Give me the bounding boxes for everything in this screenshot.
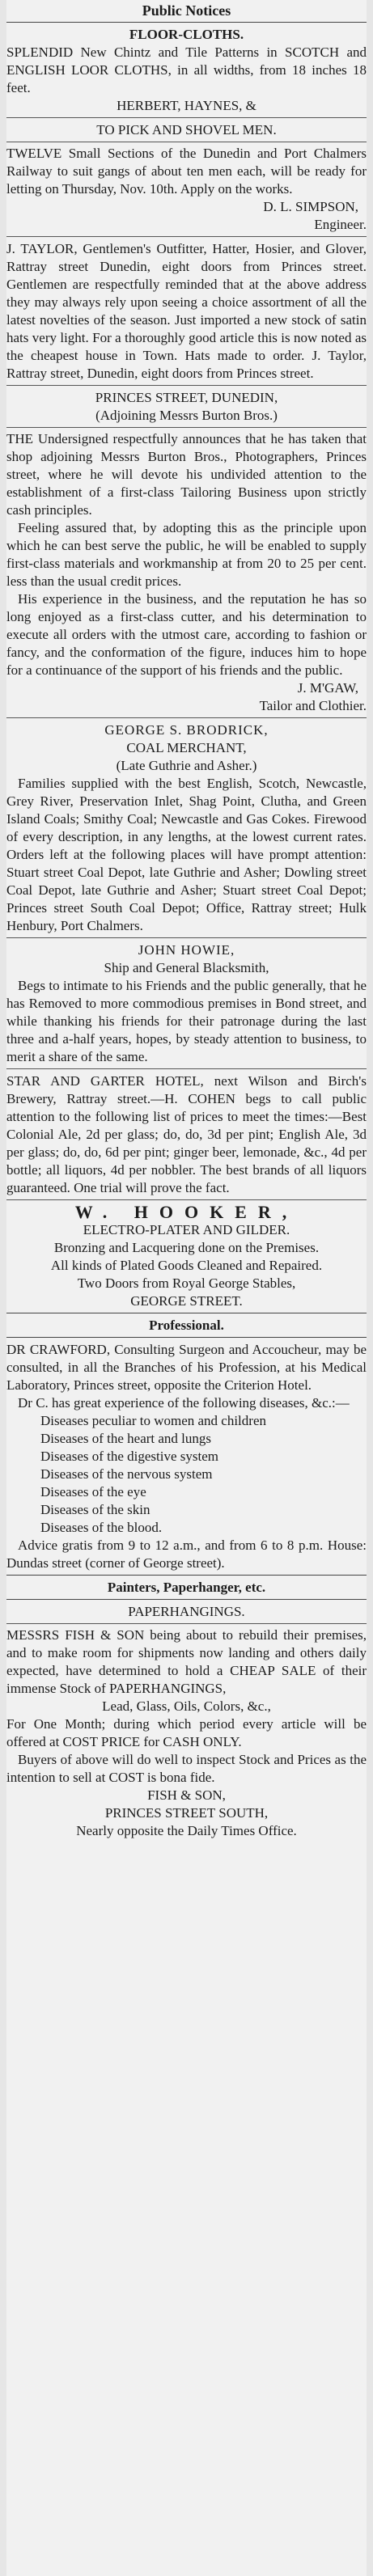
divider <box>6 1575 367 1576</box>
ad-paragraph: MESSRS FISH & SON being about to rebuild their premises, and to make room for shipments now landing and others daily expected, have determined to hold a CHEAP SALE of their immense Stock of PAPERHANGINGS, <box>6 1627 367 1696</box>
ad-signature: PRINCES STREET SOUTH, <box>104 1805 269 1821</box>
taylor-ad <box>6 240 367 383</box>
ad-subtitle: Ship and General Blacksmith, <box>104 960 269 975</box>
list-item: Diseases of the nervous system <box>40 1466 213 1482</box>
ad-body: Families supplied with the best English, Scotch, Newcastle, Grey River, Preservation Inlet, Shag Point, Clutha, and Green Island Coals; Smithy Coal; Newcastle and Gas Cokes. Firewood of every description, in any lengths, at the lowest current rates. Orders left at the following places will have prompt attention: Stuart street Coal Depot, late Guthrie and Asher; Dowling street Coal Depot, late Guthrie and Asher; Stuart street Coal Depot; Princes street South Coal Depot; Office, Rattray street; Hulk Henbury, Port Chalmers. <box>6 776 367 933</box>
ad-paragraph: His experience in the business, and the reputation he has so long enjoyed as a first-class cutter, and his determination to execute all orders with the utmost care, according to fashion or fancy, and the conformation of the figure, induces him to hope for a continuance of the support of his friends and the public. <box>6 591 367 678</box>
hotel-ad <box>6 1072 367 1197</box>
divider <box>6 117 367 118</box>
ad-title: JOHN HOWIE, <box>138 942 235 958</box>
section-header: Painters, Paperhanger, etc. <box>107 1580 266 1595</box>
ad-signature: D. L. SIMPSON, <box>263 199 358 214</box>
divider <box>6 1199 367 1200</box>
divider <box>6 22 367 23</box>
ad-paragraph: Feeling assured that, by adopting this as the principle upon which he can best serve the public, he will be enabled to supply first-class materials and workmanship at from 20 to 25 per cent. less than the usual credit prices. <box>6 520 367 589</box>
disease-list <box>6 1412 367 1537</box>
ad-subtitle: COAL MERCHANT, <box>126 740 247 755</box>
list-item: Diseases of the digestive system <box>40 1449 219 1464</box>
divider <box>6 1337 367 1338</box>
ad-body: TWELVE Small Sections of the Dunedin and Port Chalmers Railway to suit gangs of about ten men each, will be ready for letting on Thursday, Nov. 10th. Apply on the works. <box>6 146 367 197</box>
list-item: Diseases of the heart and lungs <box>40 1431 212 1446</box>
ad-signature: Nearly opposite the Daily Times Office. <box>76 1823 297 1838</box>
ad-paragraph: Advice gratis from 9 to 12 a.m., and from 6 to 8 p.m. House: Dundas street (corner of George street). <box>6 1538 367 1571</box>
ad-paragraph: For One Month; during which period every article will be offered at COST PRICE for CASH ONLY. <box>6 1716 367 1749</box>
ad-paragraph: THE Undersigned respectfully announces that he has taken that shop adjoining Messrs Burton Bros., Photographers, Princes street, where he will devote his undivided attention to the establishment of a first-class Tailoring Business upon strictly cash principles. <box>6 431 367 518</box>
ad-paragraph: Buyers of above will do well to inspect Stock and Prices as the intention to sell at COST is bona fide. <box>6 1752 367 1785</box>
divider <box>6 385 367 386</box>
ad-line: Two Doors from Royal George Stables, <box>77 1275 296 1291</box>
ad-role: Engineer. <box>314 217 367 232</box>
ad-signature: HERBERT, HAYNES, & <box>117 98 256 113</box>
list-item: Diseases of the eye <box>40 1484 146 1499</box>
section-header: Professional. <box>149 1318 224 1333</box>
ad-role: Tailor and Clothier. <box>259 698 367 713</box>
ad-subtitle: (Adjoining Messrs Burton Bros.) <box>95 408 278 423</box>
ad-signature: J. M'GAW, <box>297 680 358 696</box>
divider <box>6 1623 367 1624</box>
divider <box>6 717 367 718</box>
paperhangings-ad <box>6 1603 367 1840</box>
ad-title: PAPERHANGINGS. <box>128 1604 245 1619</box>
list-item: Diseases of the skin <box>40 1502 150 1517</box>
ad-body: SPLENDID New Chintz and Tile Patterns in SCOTCH and ENGLISH LOOR CLOTHS, in all widths, from 18 inches 18 feet. <box>6 44 367 95</box>
ad-paragraph: DR CRAWFORD, Consulting Surgeon and Accoucheur, may be consulted, in all the Branches of his Profession, at his Medical Laboratory, Princes street, opposite the Criterion Hotel. <box>6 1342 367 1393</box>
ad-body: Begs to intimate to his Friends and the public generally, that he has Removed to more commodious premises in Bond street, and while thanking his friends for their patronage during the last three and a-half years, hopes, by steady attention to business, to merit a share of the same. <box>6 978 367 1064</box>
ad-paragraph: Dr C. has great experience of the following diseases, &c.:— <box>18 1395 350 1411</box>
section-header: Public Notices <box>142 2 231 19</box>
pick-shovel-ad <box>6 121 367 234</box>
divider <box>6 1599 367 1600</box>
ad-title: TO PICK AND SHOVEL MEN. <box>96 122 277 137</box>
divider <box>6 427 367 428</box>
floorcloths-ad <box>6 26 367 115</box>
divider <box>6 1068 367 1069</box>
ad-title: GEORGE S. BRODRICK, <box>104 722 269 738</box>
ad-title: FLOOR-CLOTHS. <box>129 27 244 42</box>
list-item: Diseases peculiar to women and children <box>40 1413 266 1428</box>
ad-subtitle: ELECTRO-PLATER AND GILDER. <box>83 1222 290 1237</box>
ad-body: STAR AND GARTER HOTEL, next Wilson and Birch's Brewery, Rattray street.—H. COHEN begs to call public attention to the following list of prices to meet the times:—Best Colonial Ale, 2d per glass; do, do, 3d per pint; English Ale, 3d per glass; do, do, 6d per pint; ginger beer, lemonade, &c., 4d per bottle; all liquors, 4d per nobbler. The best brands of all liquors guaranteed. One trial will prove the fact. <box>6 1073 367 1195</box>
divider <box>6 937 367 938</box>
divider <box>6 236 367 237</box>
ad-line: GEORGE STREET. <box>130 1293 243 1309</box>
ad-line: Lead, Glass, Oils, Colors, &c., <box>102 1698 271 1714</box>
ad-note: (Late Guthrie and Asher.) <box>116 758 257 773</box>
newspaper-page <box>6 0 367 2576</box>
tailor-ad <box>6 389 367 715</box>
coal-merchant-ad <box>6 721 367 935</box>
ad-body: J. TAYLOR, Gentlemen's Outfitter, Hatter, Hosier, and Glover, Rattray street Dunedin, eight doors from Princes street. Gentlemen are respectfully reminded that at the above address they may always rely upon seeing a choice assortment of all the latest novelties of the season. Just imported a new stock of satin hats very light. For a thoroughly good article this is now noted as the cheapest house in Town. Hats made to order. J. Taylor, Rattray street, Dunedin, eight doors from Princes street. <box>6 241 367 381</box>
electroplater-ad <box>6 1203 367 1310</box>
ad-line: All kinds of Plated Goods Cleaned and Repaired. <box>50 1258 323 1273</box>
ad-line: Bronzing and Lacquering done on the Premises. <box>53 1240 320 1255</box>
surgeon-ad <box>6 1341 367 1572</box>
ad-signature: FISH & SON, <box>147 1787 226 1803</box>
blacksmith-ad <box>6 941 367 1066</box>
list-item: Diseases of the blood. <box>40 1520 163 1535</box>
ad-title: PRINCES STREET, DUNEDIN, <box>95 390 278 405</box>
ad-title: W. HOOKER, <box>74 1202 299 1222</box>
